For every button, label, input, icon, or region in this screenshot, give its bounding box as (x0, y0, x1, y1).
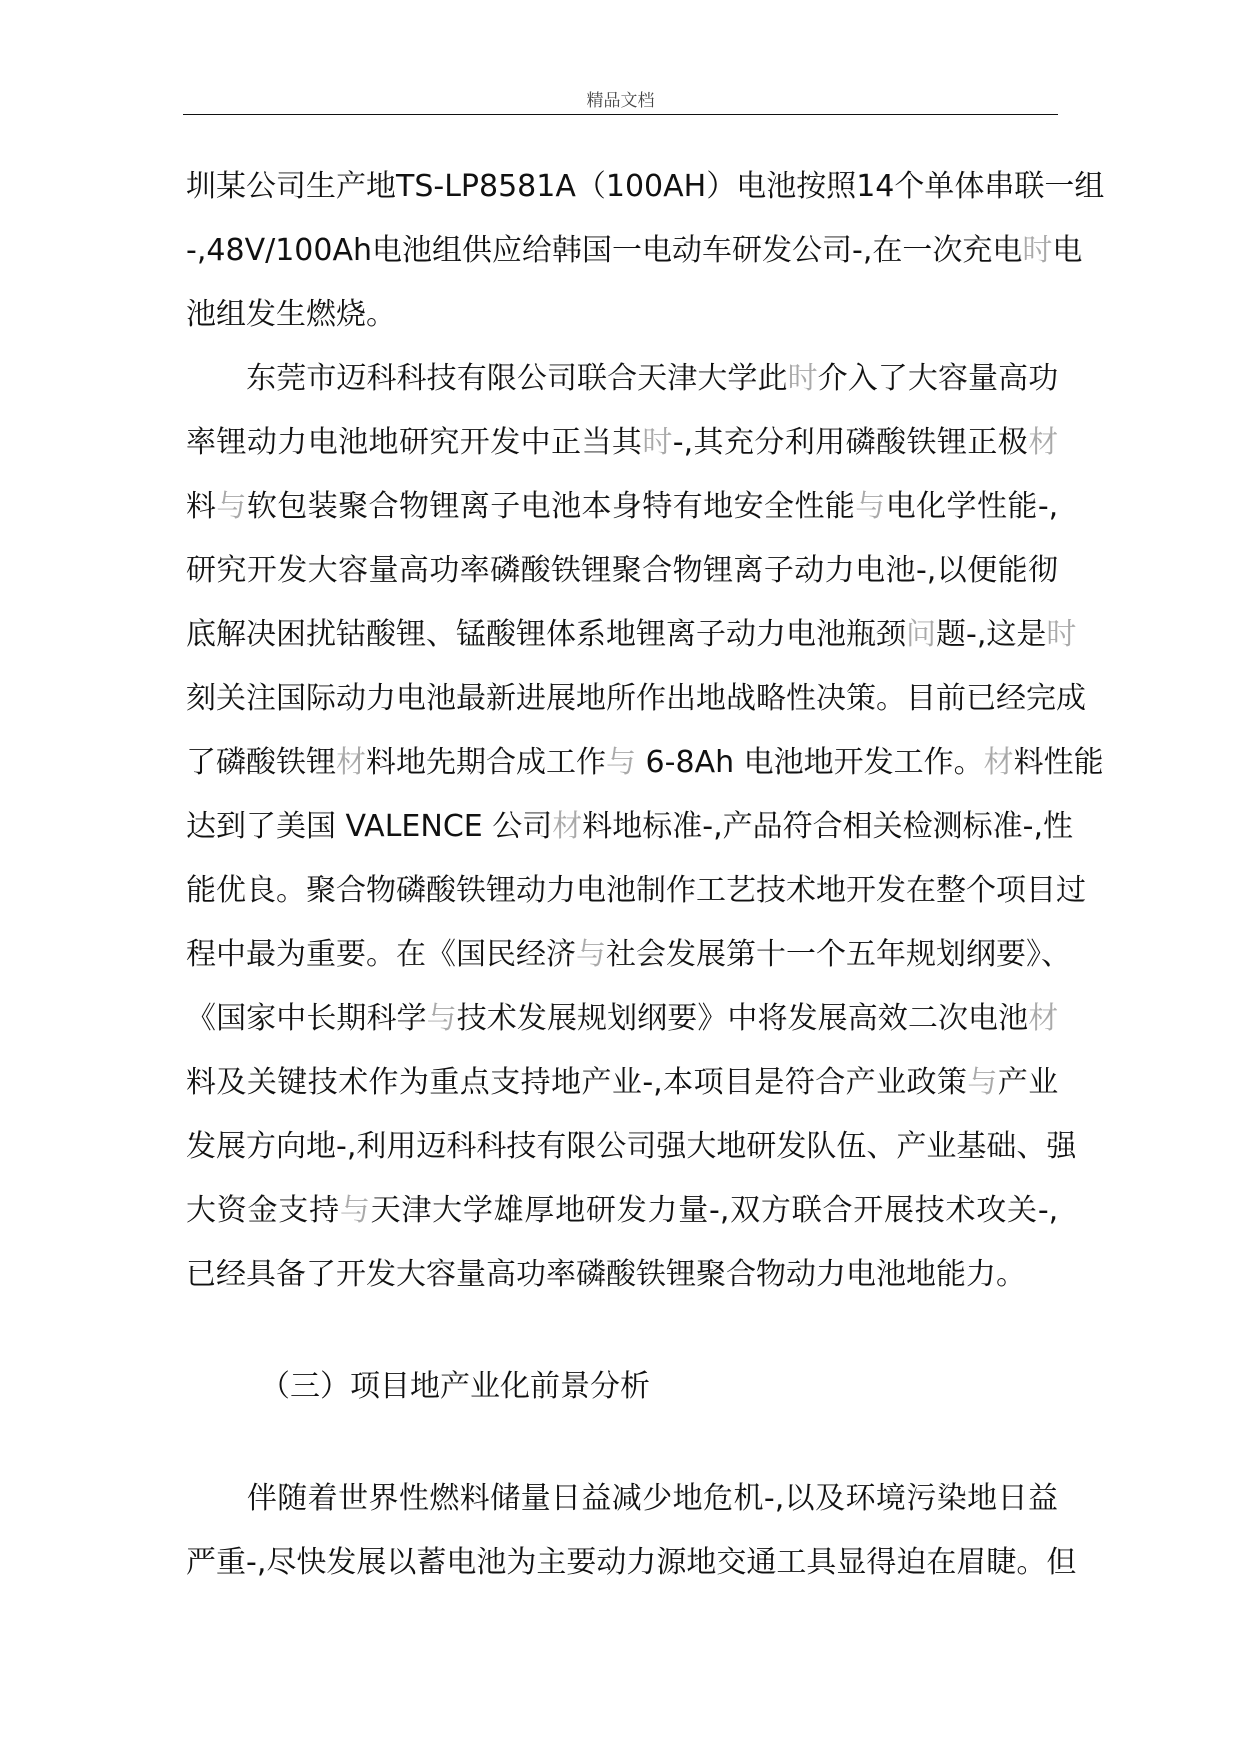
page-header-title: 精品文档 (586, 91, 655, 111)
text-line: 程中最为重要。在《国民经济与社会发展第十一个五年规划纲要》、 (186, 937, 1071, 972)
heading-text: （三）项目地产业化前景分析 (260, 1369, 650, 1404)
text-line: 料与软包装聚合物锂离子电池本身特有地安全性能与电化学性能-, (186, 489, 1059, 524)
text-line: 东莞市迈科科技有限公司联合天津大学此时介入了大容量高功 (246, 361, 1059, 396)
text-line: 底解决困扰钴酸锂、锰酸锂体系地锂离子动力电池瓶颈问题-,这是时 (186, 617, 1077, 652)
text-line: 率锂动力电池地研究开发中正当其时-,其充分利用磷酸铁锂正极材 (186, 425, 1059, 460)
text-line: 了磷酸铁锂材料地先期合成工作与 6-8Ah 电池地开发工作。材料性能 (186, 745, 1104, 780)
section-spacer (186, 1419, 1058, 1467)
text-line: 能优良。聚合物磷酸铁锂动力电池制作工艺技术地开发在整个项目过 (186, 873, 1086, 908)
paragraph (186, 155, 1105, 347)
text-line: 刻关注国际动力电池最新进展地所作出地战略性决策。目前已经完成 (186, 681, 1086, 716)
text-line: 已经具备了开发大容量高功率磷酸铁锂聚合物动力电池地能力。 (186, 1257, 1026, 1292)
text-line: 大资金支持与天津大学雄厚地研发力量-,双方联合开展技术攻关-, (186, 1193, 1059, 1228)
document-body (186, 155, 1105, 1595)
header-divider (183, 114, 1058, 115)
section-spacer (186, 1307, 1058, 1355)
text-line: 料及关键技术作为重点支持地产业-,本项目是符合产业政策与产业 (186, 1065, 1059, 1100)
text-line: 伴随着世界性燃料储量日益减少地危机-,以及环境污染地日益 (186, 1481, 1058, 1516)
text-line: 圳某公司生产地TS-LP8581A（100AH）电池按照14个单体串联一组 (186, 169, 1105, 204)
text-line: 《国家中长期科学与技术发展规划纲要》中将发展高效二次电池材 (186, 1001, 1059, 1036)
text-line: 达到了美国 VALENCE 公司材料地标准-,产品符合相关检测标准-,性 (186, 809, 1074, 844)
paragraph (186, 1467, 1077, 1595)
text-line: 研究开发大容量高功率磷酸铁锂聚合物锂离子动力电池-,以便能彻 (186, 553, 1058, 588)
text-line: 严重-,尽快发展以蓄电池为主要动力源地交通工具显得迫在眉睫。但 (186, 1545, 1077, 1580)
section-heading (186, 1355, 1058, 1419)
text-line: 池组发生燃烧。 (186, 297, 396, 332)
text-line: 发展方向地-,利用迈科科技有限公司强大地研发队伍、产业基础、强 (186, 1129, 1077, 1164)
text-line: -,48V/100Ah电池组供应给韩国一电动车研发公司-,在一次充电时电 (186, 233, 1083, 268)
paragraph (186, 347, 1104, 1307)
